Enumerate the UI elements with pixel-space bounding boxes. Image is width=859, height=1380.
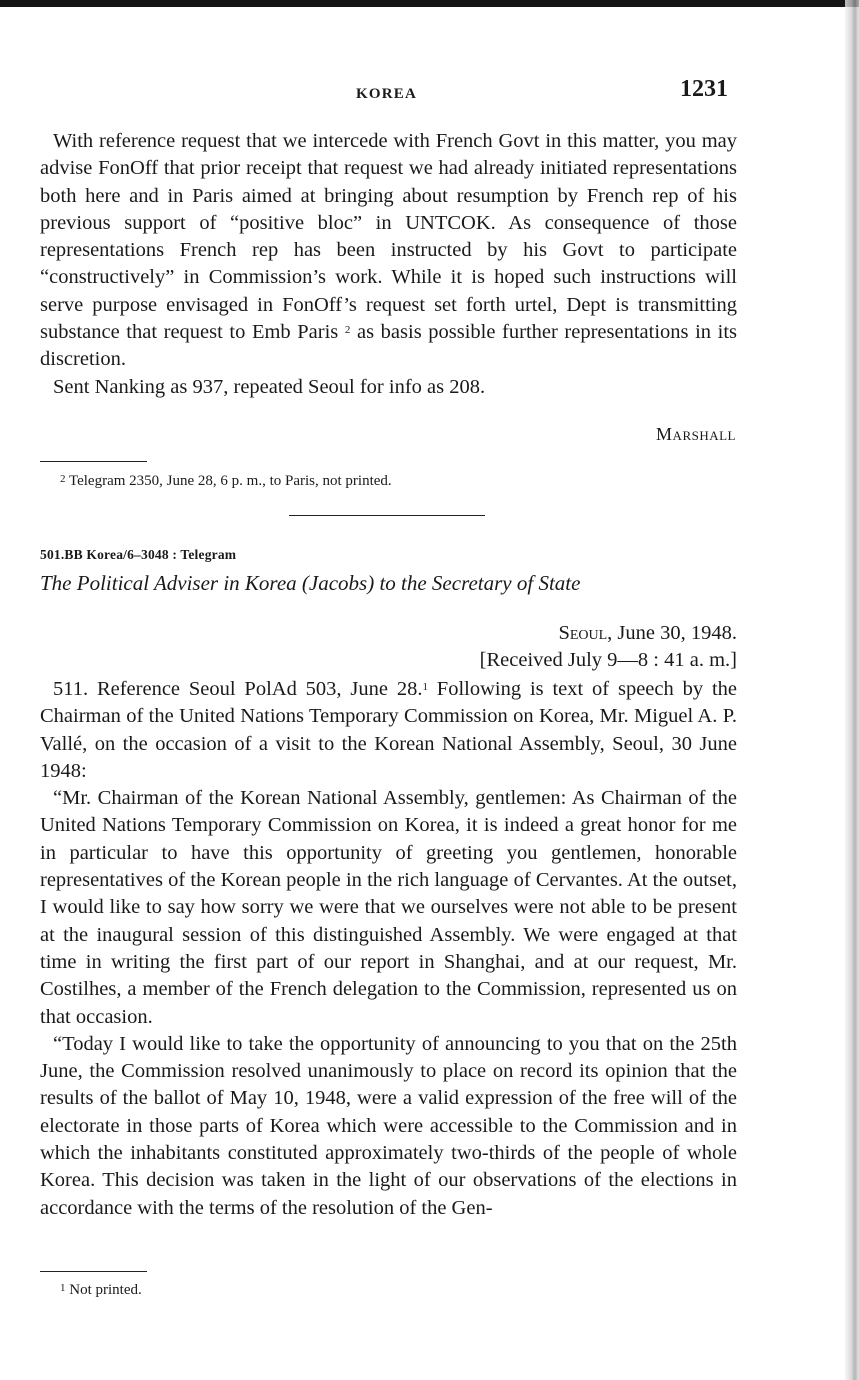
footnote-marker: 2 — [60, 473, 66, 485]
footnote-2 — [60, 471, 392, 491]
intro-paragraph-text: With reference request that we intercede with French Govt in this matter, you may advise FonOff that prior receipt that request we had already initiated representations both here and in Paris aimed at bringing about resumption by French rep of his previous support of “positive bloc” in UNTCOK. As consequence of those representations French rep has been instructed by his Govt to participate “constructively” in Commission’s work. While it is hoped such instructions will serve purpose envisaged in FonOff’s request set forth urtel, Dept is transmitting substance that request to Emb Paris — [40, 130, 737, 344]
page-number: 1231 — [680, 76, 728, 102]
footnote-reference-1: 1 — [422, 681, 428, 693]
telegram-paragraph-2: “Mr. Chairman of the Korean National Assembly, gentlemen: As Chairman of the United Nations Temporary Commission on Korea, it is indeed a great honor for me in particular to have this opportunity of greeting you gentlemen, honorable representatives of the Korean people in the rich language of Cervantes. At the outset, I would like to say how sorry we were that we ourselves were not able to be present at the inaugural session of this distinguished Assembly. We were engaged at that time in writing the first part of our report in Shanghai, and at our request, Mr. Costilhes, a member of the French delegation to the Commission, represented us on that occasion. — [40, 787, 737, 1028]
dateline-date: , June 30, 1948. — [607, 622, 737, 644]
telegram-paragraph-1 — [40, 676, 737, 785]
footnote-marker: 1 — [60, 1282, 66, 1294]
dateline-block — [480, 620, 737, 674]
footnote-text: Telegram 2350, June 28, 6 p. m., to Paris, not printed. — [68, 473, 392, 489]
telegram-p1-text: 511. Reference Seoul PolAd 503, June 28. — [53, 678, 423, 700]
intro-text-block — [40, 128, 737, 401]
top-border — [0, 0, 859, 7]
sent-line: Sent Nanking as 937, repeated Seoul for info as 208. — [53, 375, 486, 398]
footnote-text: Not printed. — [69, 1282, 142, 1298]
page-edge-shadow — [845, 0, 859, 1380]
footnote-rule-bottom — [40, 1271, 147, 1272]
telegram-text-block — [40, 676, 737, 1222]
intro-paragraph — [40, 128, 737, 374]
telegram-p1-tail: Following is text of speech by the Chairman of the United Nations Temporary Commission on Korea, Mr. Miguel A. P. Vallé, on the occasion of a visit to the Korean National Assembly, Seoul, 30 June 1948: — [40, 678, 737, 782]
dateline-place: Seoul — [558, 622, 608, 644]
received-line: [Received July 9—8 : 41 a. m.] — [479, 649, 737, 671]
telegram-paragraph-3: “Today I would like to take the opportunity of announcing to you that on the 25th June, the Commission resolved unanimously to place on record its opinion that the results of the ballot of May 10, 1948, were a valid expression of the free will of the electorate in those parts of Korea which were accessible to the Commission and in which the inhabitants constituted approximately two-thirds of the people of whole Korea. This decision was taken in the light of our observations of the elections in accordance with the terms of the resolution of the Gen- — [40, 1032, 737, 1219]
section-divider — [289, 515, 485, 516]
footnote-rule-top — [40, 461, 147, 462]
document-title: The Political Adviser in Korea (Jacobs) to the Secretary of State — [40, 571, 581, 595]
dateline — [480, 620, 737, 647]
signature: Marshall — [656, 424, 736, 444]
intro-paragraph-tail: as basis possible further representations in its discretion. — [40, 321, 738, 371]
footnote-reference-2: 2 — [344, 324, 351, 337]
document-reference: 501.BB Korea/6–3048 : Telegram — [40, 547, 237, 562]
footnote-1 — [60, 1280, 142, 1300]
running-header: KOREA — [356, 86, 418, 102]
